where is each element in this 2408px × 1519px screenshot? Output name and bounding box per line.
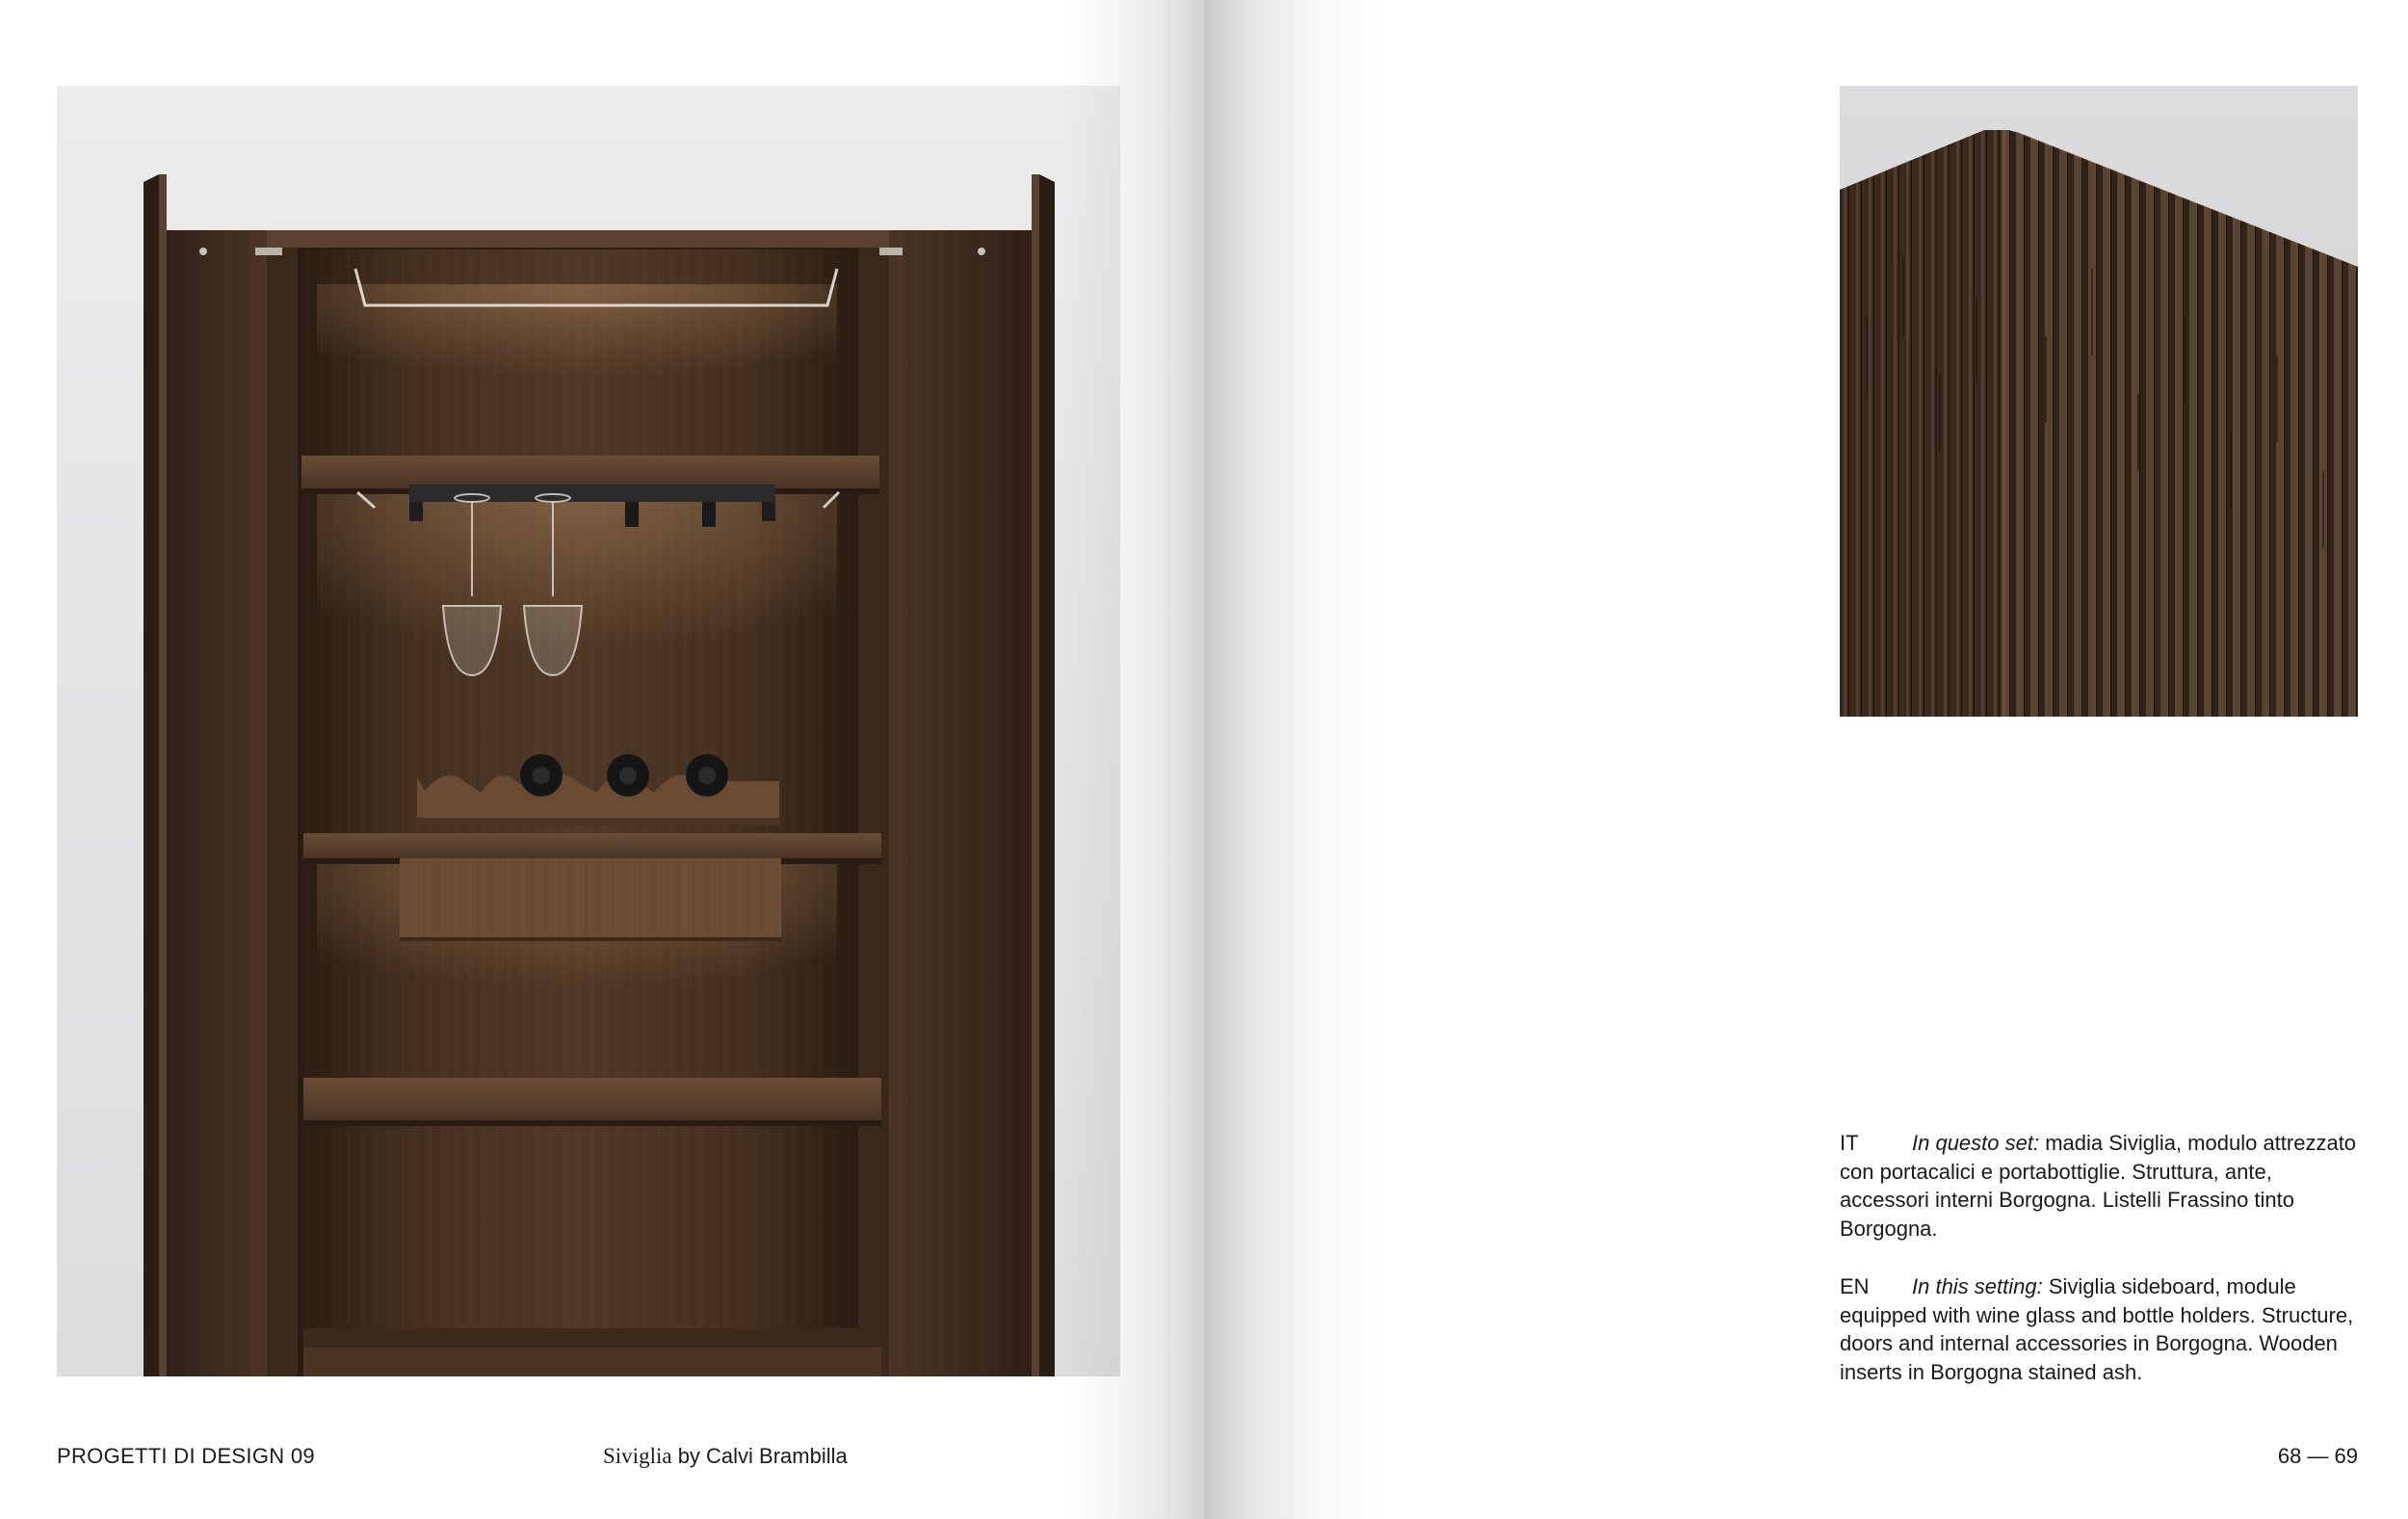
caption-text-en: Siviglia sideboard, module equipped with wine glass and bottle holders. Structure, doors and internal accessories in Borgogna. Wooden inserts in Borgogna stained ash. [1840, 1274, 2354, 1384]
product-designer: by Calvi Brambilla [677, 1444, 848, 1468]
caption-english [1840, 1272, 2360, 1386]
detail-photo [1840, 86, 2358, 717]
caption-lead-en: In this setting: [1912, 1274, 2043, 1298]
caption-text-it: madia Siviglia, modulo attrezzato con portacalici e portabottiglie. Struttura, ante, accessori interni Borgogna. Listelli Frassino tinto Borgogna. [1840, 1131, 2357, 1241]
series-title: PROGETTI DI DESIGN 09 [57, 1444, 315, 1468]
page-numbers: 68 — 69 [2277, 1444, 2358, 1468]
caption-lang-en: EN [1840, 1274, 1870, 1298]
caption-italian [1840, 1129, 2360, 1243]
product-name: Siviglia [603, 1444, 672, 1468]
product-credit [603, 1444, 848, 1469]
caption-lead-it: In questo set: [1912, 1131, 2040, 1155]
book-gutter-shadow-left [1060, 0, 1204, 1519]
book-gutter-shadow-right [1204, 0, 1387, 1519]
caption-lang-it: IT [1840, 1131, 1859, 1155]
cabinet-photo [57, 86, 1120, 1376]
